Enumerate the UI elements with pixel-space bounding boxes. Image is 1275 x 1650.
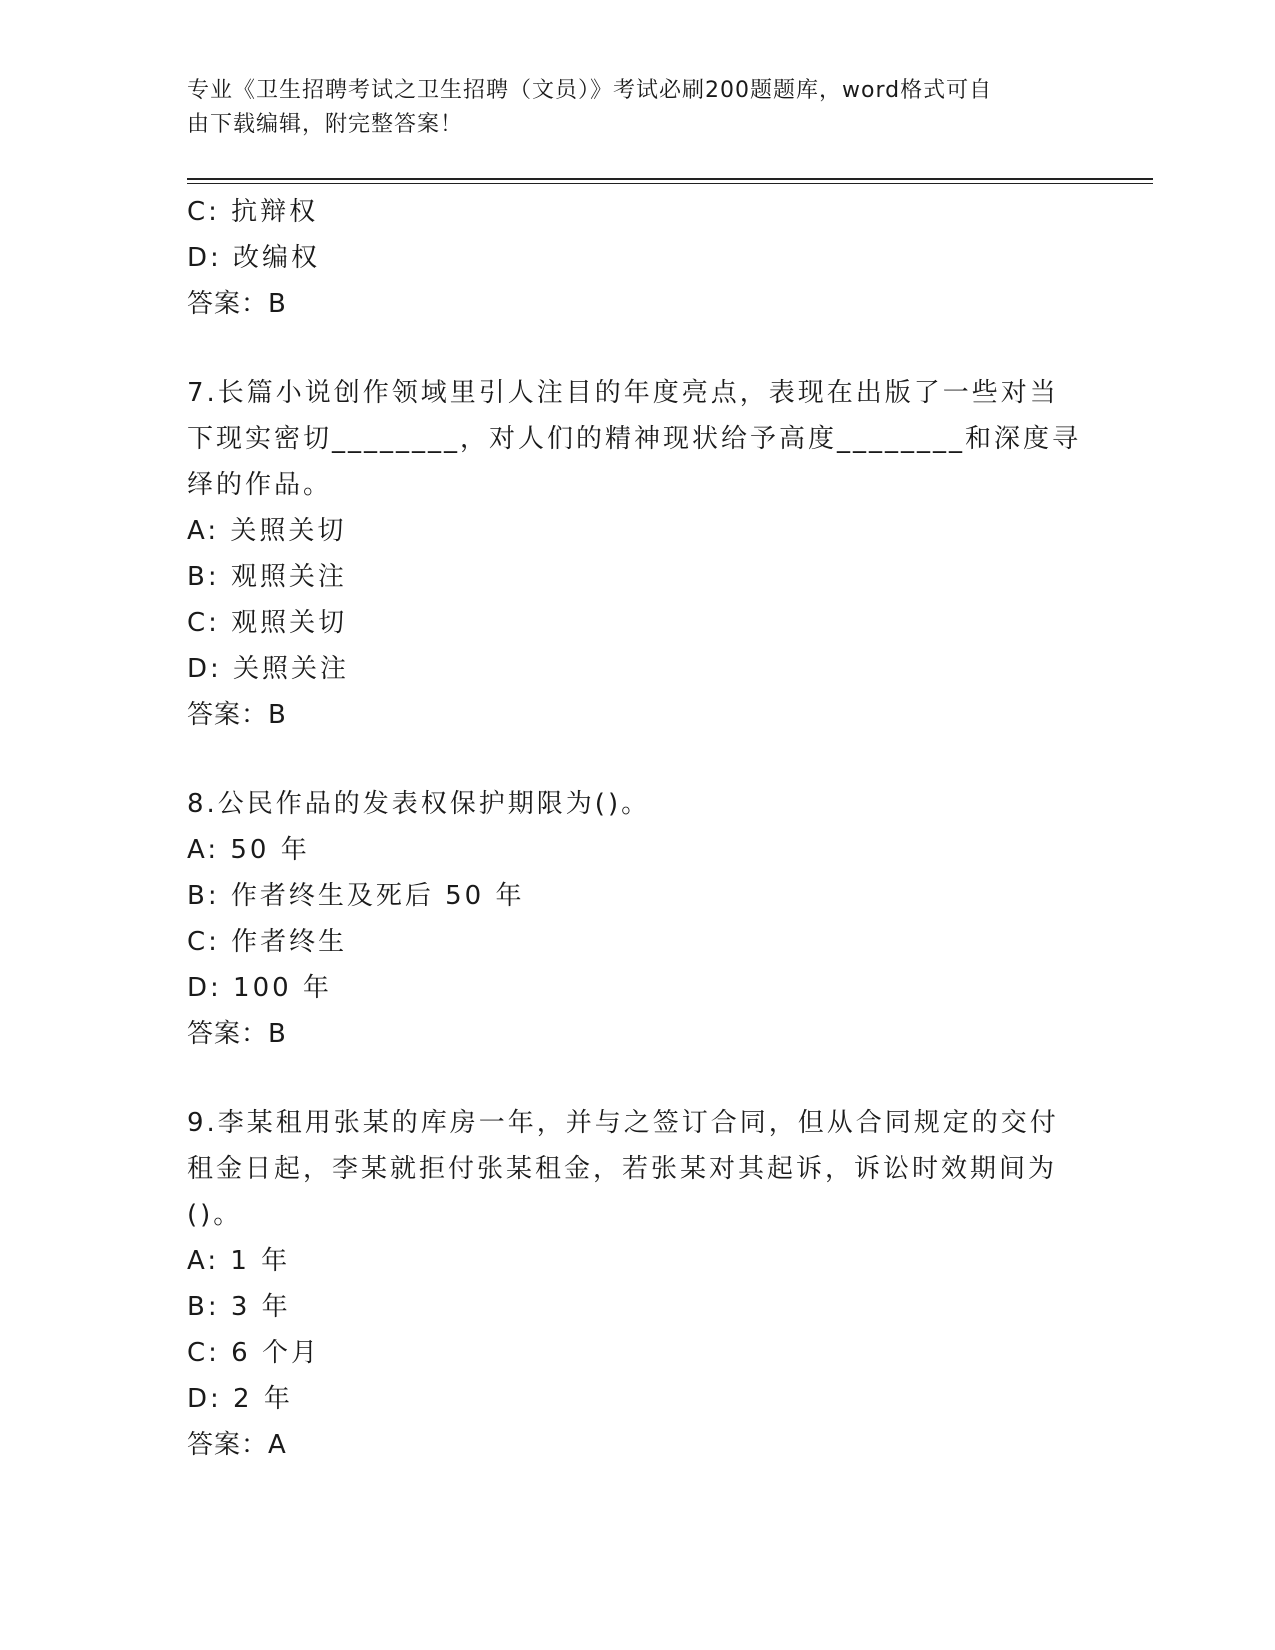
document-header (187, 74, 1087, 142)
option-b: B: 3 年 (187, 1292, 291, 1322)
header-line-2: 由下载编辑，附完整答案！ (187, 112, 464, 137)
header-line-1: 专业《卫生招聘考试之卫生招聘（文员）》考试必刷200题题库，word格式可自 (187, 78, 993, 103)
question-6-tail (187, 189, 1057, 327)
option-a: A: 关照关切 (187, 516, 347, 546)
question-9 (187, 1100, 1057, 1468)
option-c: C: 作者终生 (187, 927, 348, 957)
option-d: D: 2 年 (187, 1384, 293, 1414)
option-b: B: 作者终生及死后 50 年 (187, 881, 525, 911)
header-divider-thick (187, 178, 1153, 180)
answer-line: 答案：A (187, 1430, 287, 1460)
question-8 (187, 781, 1057, 1057)
spacer (187, 738, 1057, 781)
question-stem: 7.长篇小说创作领域里引人注目的年度亮点，表现在出版了一些对当 (187, 378, 1059, 408)
question-stem: 9.李某租用张某的库房一年，并与之签订合同，但从合同规定的交付 (187, 1108, 1059, 1138)
question-stem: 绎的作品。 (187, 470, 333, 500)
option-d: D: 改编权 (187, 243, 321, 273)
question-stem: ()。 (187, 1200, 243, 1230)
question-list (187, 189, 1082, 1468)
question-7 (187, 370, 1082, 738)
question-stem: 下现实密切________，对人们的精神现状给予高度________和深度寻 (187, 424, 1082, 454)
answer-line: 答案：B (187, 1019, 287, 1049)
question-stem: 8.公民作品的发表权保护期限为()。 (187, 789, 651, 819)
option-d: D: 100 年 (187, 973, 332, 1003)
option-d: D: 关照关注 (187, 654, 350, 684)
option-a: A: 1 年 (187, 1246, 291, 1276)
header-divider-thin (187, 183, 1153, 184)
option-a: A: 50 年 (187, 835, 310, 865)
spacer (187, 327, 1057, 370)
question-stem: 租金日起，李某就拒付张某租金，若张某对其起诉，诉讼时效期间为 (187, 1154, 1058, 1184)
option-b: B: 观照关注 (187, 562, 347, 592)
spacer (187, 1057, 1057, 1100)
option-c: C: 抗辩权 (187, 197, 319, 227)
option-c: C: 6 个月 (187, 1338, 320, 1368)
answer-line: 答案：B (187, 289, 287, 319)
option-c: C: 观照关切 (187, 608, 348, 638)
answer-line: 答案：B (187, 700, 287, 730)
